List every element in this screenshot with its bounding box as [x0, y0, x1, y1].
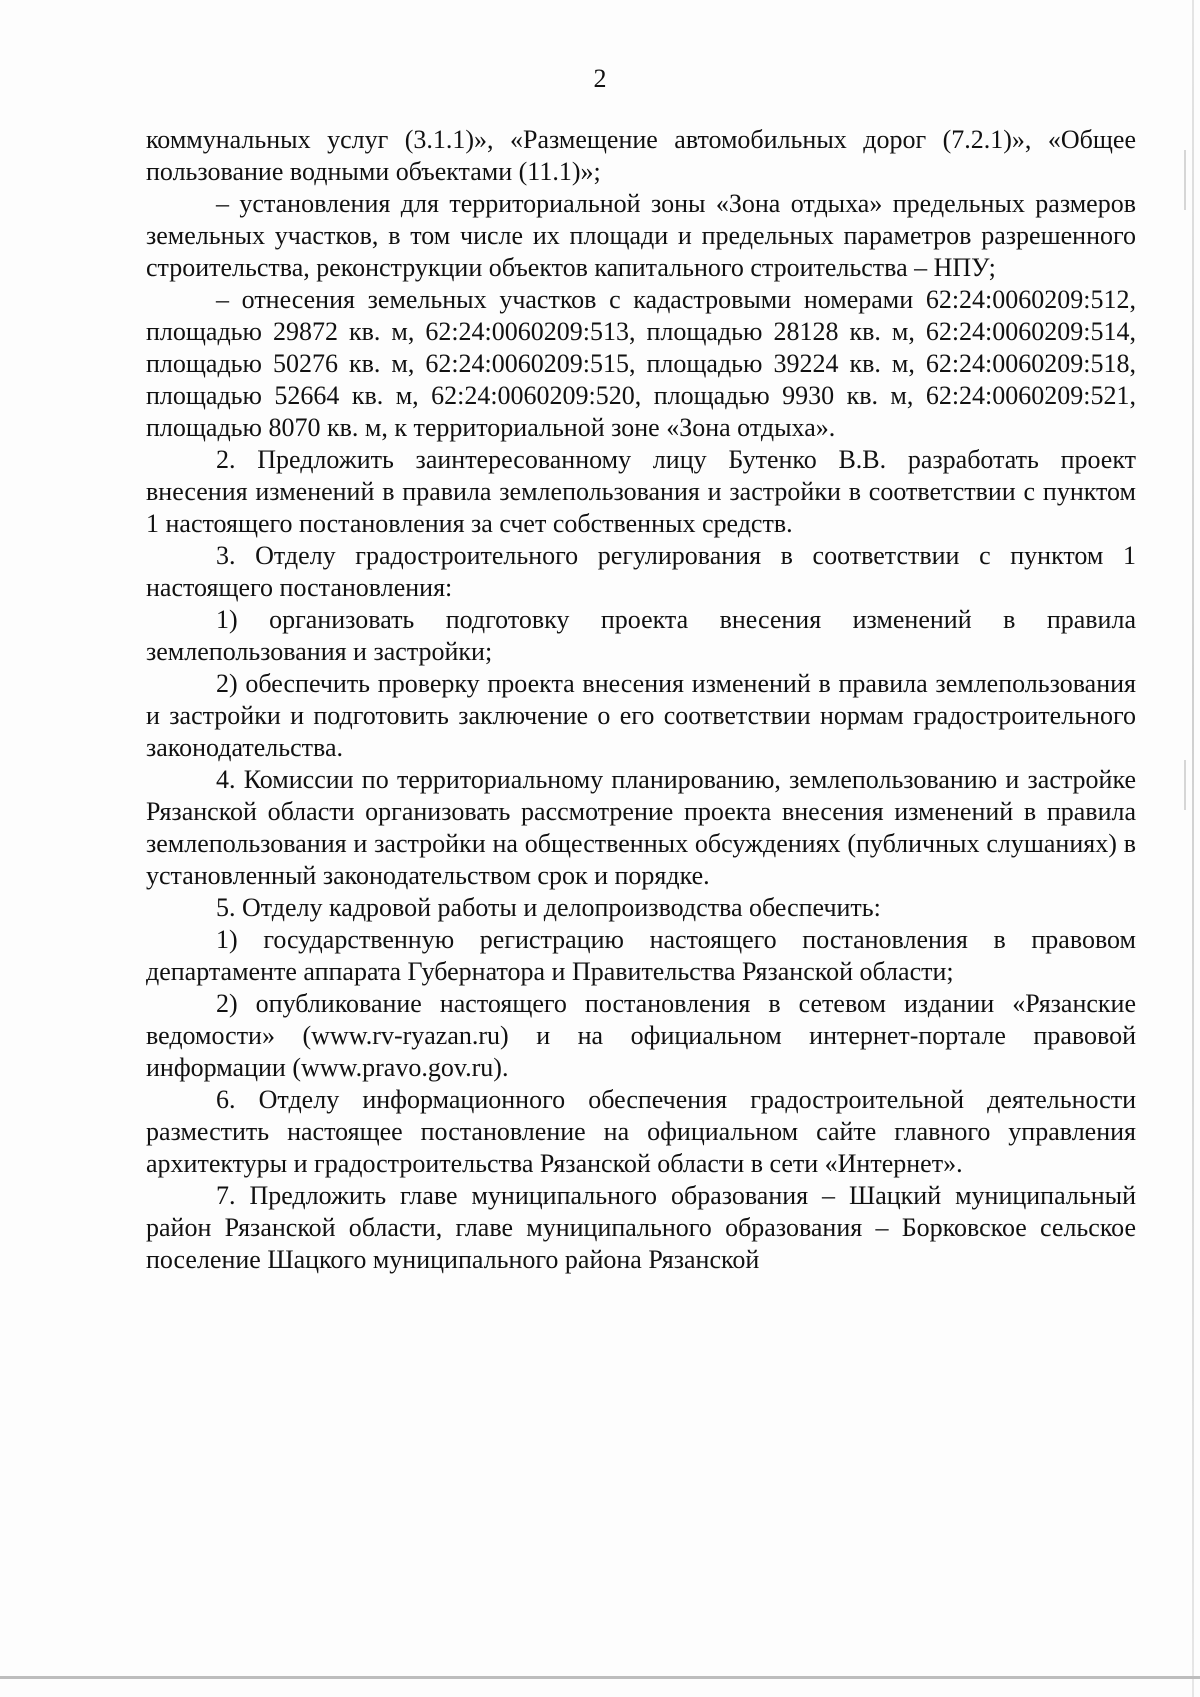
scan-right-edge — [1192, 0, 1194, 1697]
scan-bottom-edge — [0, 1676, 1200, 1679]
scan-mark — [1184, 150, 1186, 210]
paragraph-item-5: 5. Отделу кадровой работы и делопроизводства обеспечить: — [216, 893, 881, 922]
paragraph-cadastral-plots: – отнесения земельных участков с кадастровыми номерами 62:24:0060209:512, площадью 29872 кв. м, 62:24:0060209:513, площадью 28128 кв. м, 62:24:0060209:514, площадью 50276 кв. м, 62:24:0060209:515, площадью 39224 кв. м, 62:24:0060209:518, площадью 52664 кв. м, 62:24:0060209:520, площадью 9930 кв. м, 62:24:0060209:521, площадью 8070 кв. м, к территориальной зоне «Зона отдыха». — [146, 285, 1136, 442]
scan-mark — [1184, 760, 1186, 810]
paragraph-item-3-1: 1) организовать подготовку проекта внесения изменений в правила землепользования и застройки; — [146, 605, 1136, 666]
document-body — [146, 124, 1136, 1276]
paragraph-item-2: 2. Предложить заинтересованному лицу Бутенко В.В. разработать проект внесения изменений в правила землепользования и застройки в соответствии с пунктом 1 настоящего постановления за счет собственных средств. — [146, 445, 1136, 538]
paragraph-item-3-2: 2) обеспечить проверку проекта внесения изменений в правила землепользования и застройки и подготовить заключение о его соответствии нормам градостроительного законодательства. — [146, 669, 1136, 762]
paragraph-item-5-1: 1) государственную регистрацию настоящего постановления в правовом департаменте аппарата Губернатора и Правительства Рязанской области; — [146, 925, 1136, 986]
paragraph-zone-limits: – установления для территориальной зоны «Зона отдыха» предельных размеров земельных участков, в том числе их площади и предельных параметров разрешенного строительства, реконструкции объектов капитального строительства – НПУ; — [146, 189, 1136, 282]
paragraph-item-7: 7. Предложить главе муниципального образования – Шацкий муниципальный район Рязанской области, главе муниципального образования – Борковское сельское поселение Шацкого муниципального района Рязанской — [146, 1181, 1136, 1274]
paragraph-continuation: коммунальных услуг (3.1.1)», «Размещение автомобильных дорог (7.2.1)», «Общее пользование водными объектами (11.1)»; — [146, 125, 1136, 186]
paragraph-item-6: 6. Отделу информационного обеспечения градостроительной деятельности разместить настоящее постановление на официальном сайте главного управления архитектуры и градостроительства Рязанской области в сети «Интернет». — [146, 1085, 1136, 1178]
paragraph-item-4: 4. Комиссии по территориальному планированию, землепользованию и застройке Рязанской области организовать рассмотрение проекта внесения изменений в правила землепользования и застройки на общественных обсуждениях (публичных слушаниях) в установленный законодательством срок и порядке. — [146, 765, 1136, 890]
page-number: 2 — [593, 64, 607, 93]
paragraph-item-5-2: 2) опубликование настоящего постановления в сетевом издании «Рязанские ведомости» (www.rv-ryazan.ru) и на официальном интернет-портале правовой информации (www.pravo.gov.ru). — [146, 989, 1136, 1082]
paragraph-item-3: 3. Отделу градостроительного регулирования в соответствии с пунктом 1 настоящего постановления: — [146, 541, 1136, 602]
